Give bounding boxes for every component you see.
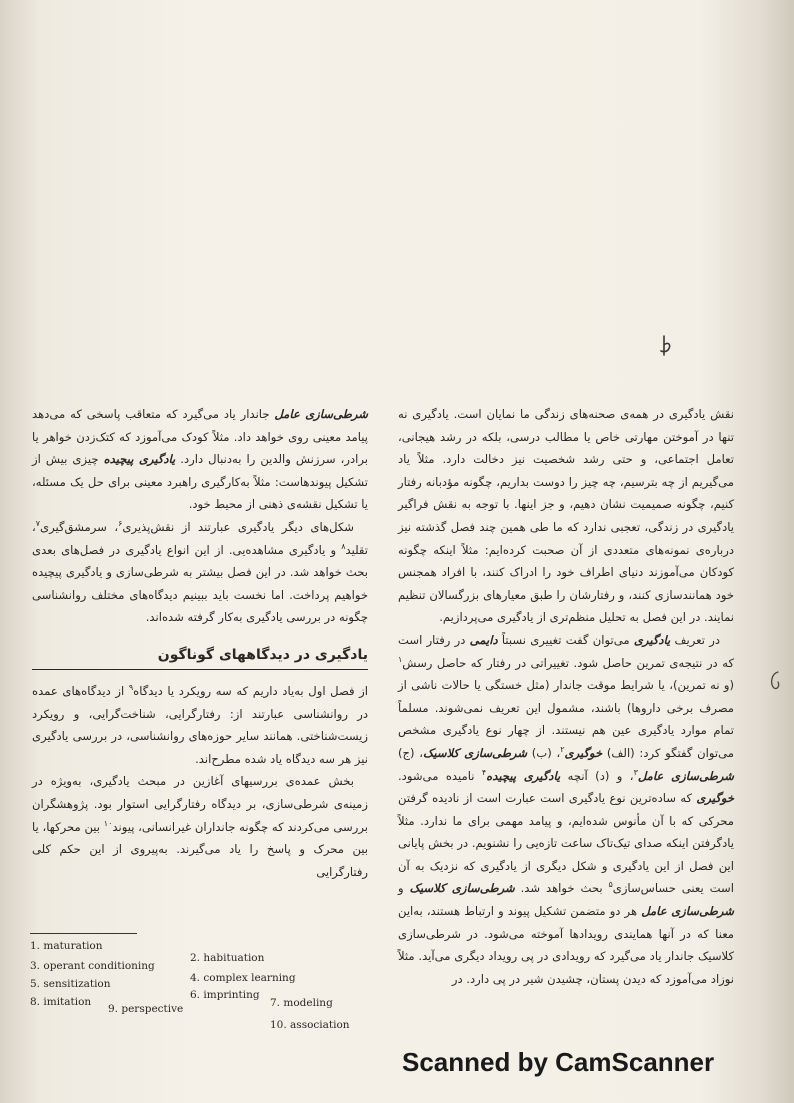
footnote: 4. complex learning: [190, 972, 296, 984]
text-run: ، سرمشق‌گیری: [40, 519, 119, 534]
emphasized-term: یادگیری: [633, 632, 671, 647]
text-run: بین محرکها، یا بین محرک و پاسخ را یاد می‌گیرند. به‌پیروی از این حکم کلی رفتارگرایی: [32, 819, 368, 879]
text-run: نقش یادگیری در همه‌ی صحنه‌های زندگی ما نمایان است. یادگیری نه تنها در آموختن مهارتی خاص یا مطالب درسی، بلکه در رشد هیجانی، تعامل اجتماعی، و حتی رشد شخصیت نیز دخالت دارد. مثلاً یاد می‌گیریم از چه بترسیم، چه چیز را دوست بداریم، چگونه مؤدبانه رفتار کنیم، چگونه صمیمیت نشان دهیم، و جز اینها. با توجه به نقش فراگیر یادگیری در زندگی، تعجبی ندارد که ما طی همین چند فصل گذشته نیز درباره‌ی نمونه‌های متعددی از آن صحبت کرده‌ایم: مثلاً اینکه چگونه کودکان می‌آموزند دنیای اطراف خود را ادراک کنند، با افراد همجنس خود همانندسازی کنند، و رفتارشان را طبق معیارهای بزرگسالان تنظیم نمایند. در این فصل به تحلیل منظم‌تری از یادگیری می‌پردازیم.: [398, 407, 734, 625]
footnote: 5. sensitization: [30, 978, 111, 990]
text-run: در تعریف: [670, 632, 720, 647]
emphasized-term: شرطی‌سازی عامل: [641, 904, 735, 919]
paragraph: [398, 403, 734, 629]
text-run: در رفتار است که در نتیجه‌ی تمرین حاصل شود. تغییراتی در رفتار که حاصل رسش: [398, 632, 734, 670]
text-run: ، (ب): [527, 745, 561, 760]
section-heading-block: [32, 643, 368, 670]
footnote-ref: ۵: [608, 880, 613, 890]
text-run: چیزی بیش از تشکیل پیوندهاست: مثلاً به‌کارگیری راهبرد معینی برای حل یک مسئله، یا تشکیل نقشه‌ی ذهنی از محیط خود.: [32, 452, 368, 512]
text-run: ، (ج): [398, 745, 424, 760]
footnote-ref: ۶: [118, 519, 123, 529]
text-run: ، تقلید: [32, 519, 368, 557]
text-run: نامیده می‌شود.: [398, 768, 482, 783]
footnote: 10. association: [270, 1019, 350, 1031]
footnote-ref: ۳: [633, 767, 638, 777]
text-run: بخش عمده‌ی بررسیهای آغازین در مبحث یادگیری، به‌ویژه در زمینه‌ی شرطی‌سازی، بر دیدگاه رفتارگرایی استوار بود. پژوهشگران بررسی می‌کردند که چگونه جانداران غیرانسانی، پیوند: [32, 774, 368, 834]
emphasized-term: شرطی‌سازی عامل: [274, 407, 368, 421]
text-run: بحث خواهد شد.: [514, 881, 609, 896]
text-run: که ساده‌ترین نوع یادگیری است عبارت است از نادیده گرفتن محرکی که با آن مأنوس شده‌ایم، و پیامد مهمی برای ما ندارد. مثلاً یادگرفتن اینکه صدای تیک‌تاک ساعت تازه‌یی را نشنویم. در بخش پایانی این فصل از این یادگیری و شکل دیگری از یادگیری که نزدیک به آن است یعنی حساس‌سازی: [398, 791, 734, 896]
text-run: از فصل اول به‌یاد داریم که سه رویکرد یا دیدگاه: [133, 683, 369, 698]
emphasized-term: شرطی‌سازی کلاسیک: [423, 745, 528, 760]
emphasized-term: خوگیری: [696, 791, 734, 806]
text-run: (و نه تمرین)، یا شرایط موقت جاندار (مثل خستگی یا حالات ناشی از مصرف برخی داروها) باشند، مشمول این تعریف نمی‌شوند. مسلماً تمام موارد یادگیری عین هم نیستند. از چهار نوع یادگیری مشخص می‌توان گفتگو کرد: (الف): [398, 678, 734, 760]
text-run: شکل‌های دیگر یادگیری عبارتند از نقش‌پذیری: [122, 519, 354, 534]
footnotes: [28, 936, 368, 1046]
footnote-ref: ۷: [35, 519, 41, 529]
scanner-watermark: Scanned by CamScanner: [402, 1047, 715, 1077]
emphasized-term: یادگیری پیچیده: [486, 768, 561, 783]
paragraph: [32, 770, 368, 883]
emphasized-term: شرطی‌سازی عامل: [637, 768, 734, 783]
text-run: ، و (د) آنچه: [560, 768, 634, 783]
left-text-column: [32, 403, 368, 883]
footnote-ref: ۸: [341, 541, 346, 551]
text-run: و یادگیری مشاهده‌یی. از این انواع یادگیری در فصل‌های بعدی بحث خواهد شد. در این فصل بیشتر به شرطی‌سازی و یادگیری پیچیده خواهیم پرداخت. اما نخست باید ببینیم دیدگاه‌های مختلف روانشناسی چگونه در بررسی یادگیری به‌کار گرفته شده‌اند.: [32, 542, 368, 625]
emphasized-term: شرطی‌سازی کلاسیک: [409, 881, 515, 896]
footnote-ref: ۱: [398, 654, 403, 664]
footnote: 9. perspective: [108, 1003, 184, 1015]
footnote: 1. maturation: [30, 940, 103, 952]
text-run: می‌توان گفت تغییری نسبتاً: [497, 632, 634, 647]
paragraph: [32, 680, 368, 770]
text-run: هر دو متضمن تشکیل پیوند و ارتباط هستند، به‌این معنا که در آنها همایندی رویدادها آموخته می‌شود. در شرطی‌سازی کلاسیک جاندار یاد می‌گیرد که رویدادی در پی رویداد دیگری می‌آید. مثلاً نوزاد می‌آموزد که دیدن پستان، چشیدن شیر در پی دارد. در: [398, 904, 734, 986]
footnote: 7. modeling: [270, 997, 333, 1009]
footnote-ref: ۹: [128, 683, 134, 693]
paragraph: [32, 403, 368, 516]
footnote-ref: ۱۰: [103, 818, 113, 828]
right-text-column: [398, 403, 734, 990]
emphasized-term: دایمی: [469, 632, 498, 647]
margin-mark: [768, 670, 782, 690]
emphasized-term: خوگیری: [564, 745, 603, 760]
section-heading: یادگیری در دیدگاههای گوناگون: [157, 646, 368, 663]
footnote-divider: [30, 933, 137, 934]
footnote: 3. operant conditioning: [30, 960, 155, 972]
footnote-ref: ۴: [481, 767, 487, 777]
text-run: از دیدگاه‌های عمده در روانشناسی عبارتند از: رفتارگرایی، شناخت‌گرایی، و رویکرد زیست‌شناختی. همانند سایر حوزه‌های روانشناسی، در بررسی یادگیری نیز هر سه دیدگاه یاد شده مطرح‌اند.: [32, 683, 368, 766]
footnote-ref: ۲: [560, 745, 565, 755]
paragraph: [398, 629, 734, 991]
paragraph: [32, 516, 368, 629]
footnote: 6. imprinting: [190, 989, 260, 1001]
text-run: جاندار یاد می‌گیرد که متعاقب پاسخی که می‌دهد پیامد معینی روی خواهد داد. مثلاً کودک می‌آموزد که کتک‌زدن خواهر یا برادر، سرزنش والدین را به‌دنبال دارد.: [32, 407, 368, 467]
footnote: 8. imitation: [30, 996, 92, 1008]
footnote: 2. habituation: [190, 952, 265, 964]
emphasized-term: یادگیری پیچیده: [103, 452, 176, 467]
handwritten-mark: [655, 335, 673, 357]
text-run: و: [398, 881, 410, 896]
